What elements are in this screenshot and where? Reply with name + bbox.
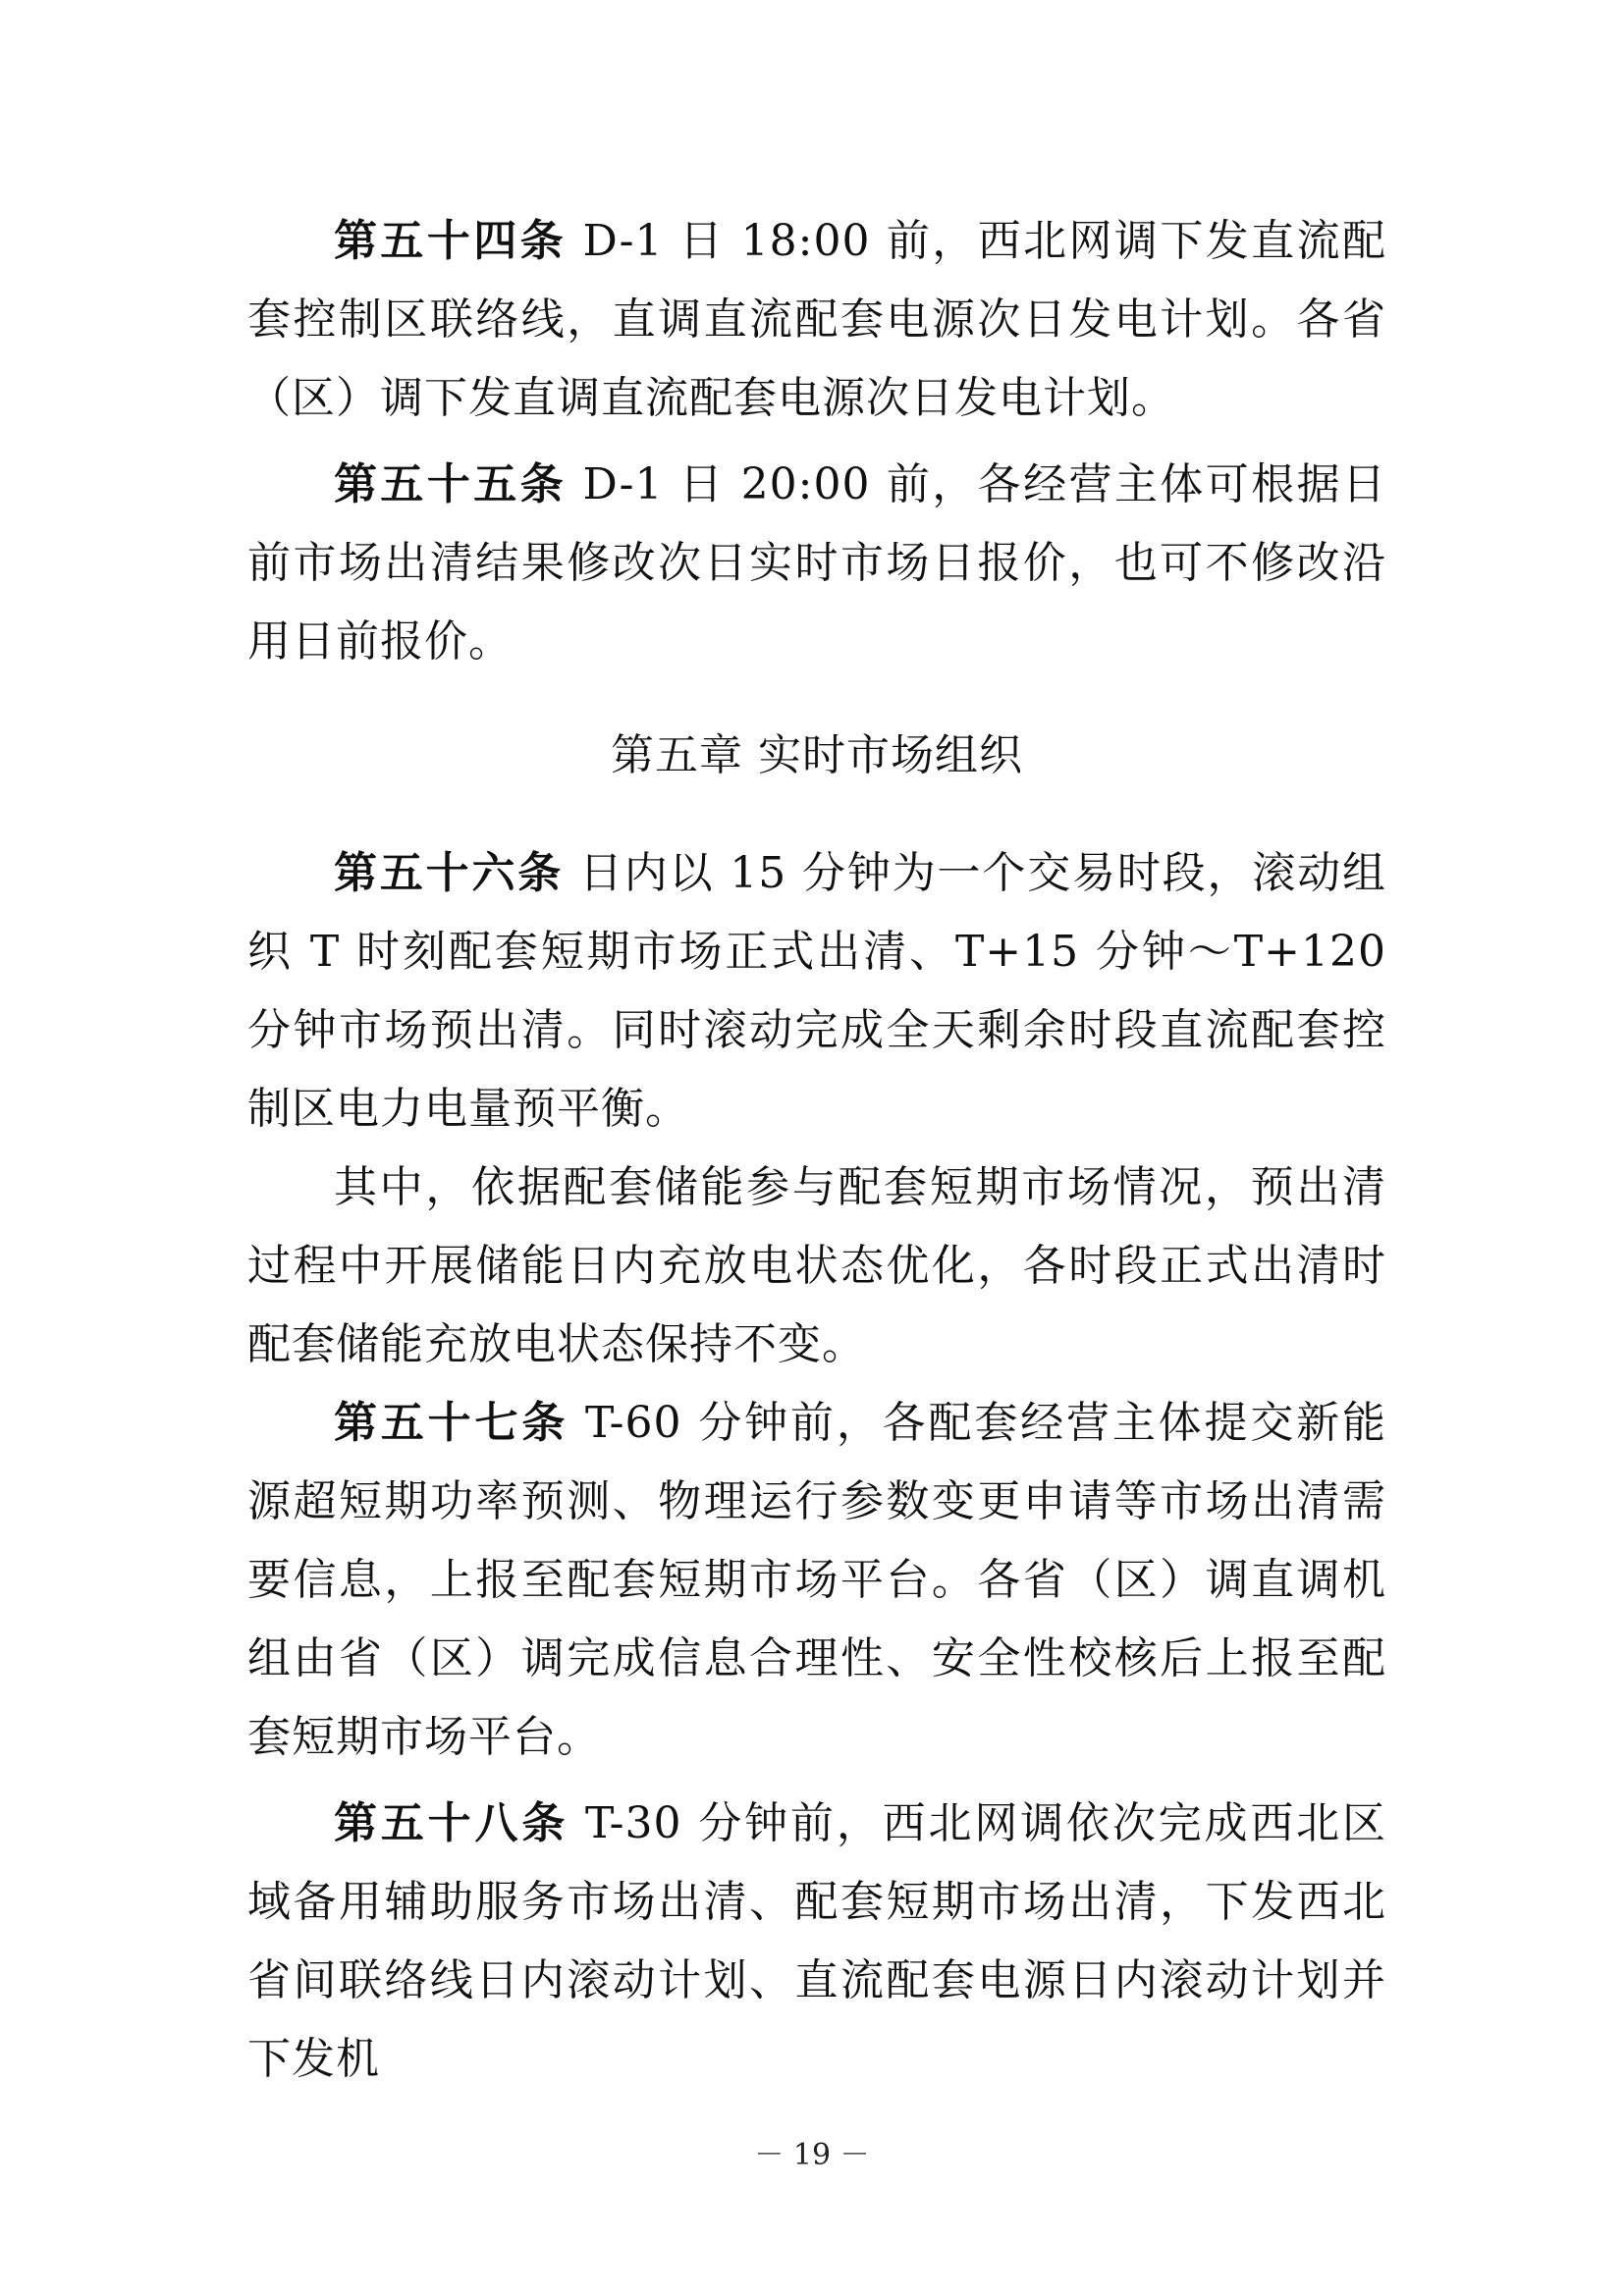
article-text: D-1 日 20:00 前，各经营主体可根据日前市场出清结果修改次日实时市场日报价，也可不修改沿用日前报价。 [247,459,1387,667]
article-text: 日内以 15 分钟为一个交易时段，滚动组织 T 时刻配套短期市场正式出清、T+15 分钟～T+120 分钟市场预出清。同时滚动完成全天剩余时段直流配套控制区电力电量预平衡。 [247,848,1386,1134]
article-56 [247,834,1386,1148]
chapter-heading: 第五章 实时市场组织 [611,730,1023,780]
page-number: － 19 － [754,2138,870,2172]
article-number: 第五十八条 [334,1798,569,1848]
article-56-paragraph-2 [247,1148,1386,1384]
article-text: D-1 日 18:00 前，西北网调下发直流配套控制区联络线，直调直流配套电源次日发电计划。各省（区）调下发直调直流配套电源次日发电计划。 [247,216,1387,423]
article-text: T-30 分钟前，西北网调依次完成西北区域备用辅助服务市场出清、配套短期市场出清，下发西北省间联络线日内滚动计划、直流配套电源日内滚动计划并下发机 [247,1798,1386,2084]
paragraph-text: 其中，依据配套储能参与配套短期市场情况，预出清过程中开展储能日内充放电状态优化，各时段正式出清时配套储能充放电状态保持不变。 [247,1162,1386,1369]
article-58 [247,1785,1386,2099]
article-55 [247,446,1386,681]
article-number: 第五十七条 [334,1398,569,1448]
article-57 [247,1384,1386,1777]
article-54 [247,202,1386,438]
document-body [247,202,1386,2099]
article-text: T-60 分钟前，各配套经营主体提交新能源超短期功率预测、物理运行参数变更申请等市场出清需要信息，上报至配套短期市场平台。各省（区）调直调机组由省（区）调完成信息合理性、安全性校核后上报至配套短期市场平台。 [247,1398,1386,1762]
article-number: 第五十四条 [334,216,568,266]
article-number: 第五十六条 [334,848,565,898]
article-number: 第五十五条 [334,459,568,509]
